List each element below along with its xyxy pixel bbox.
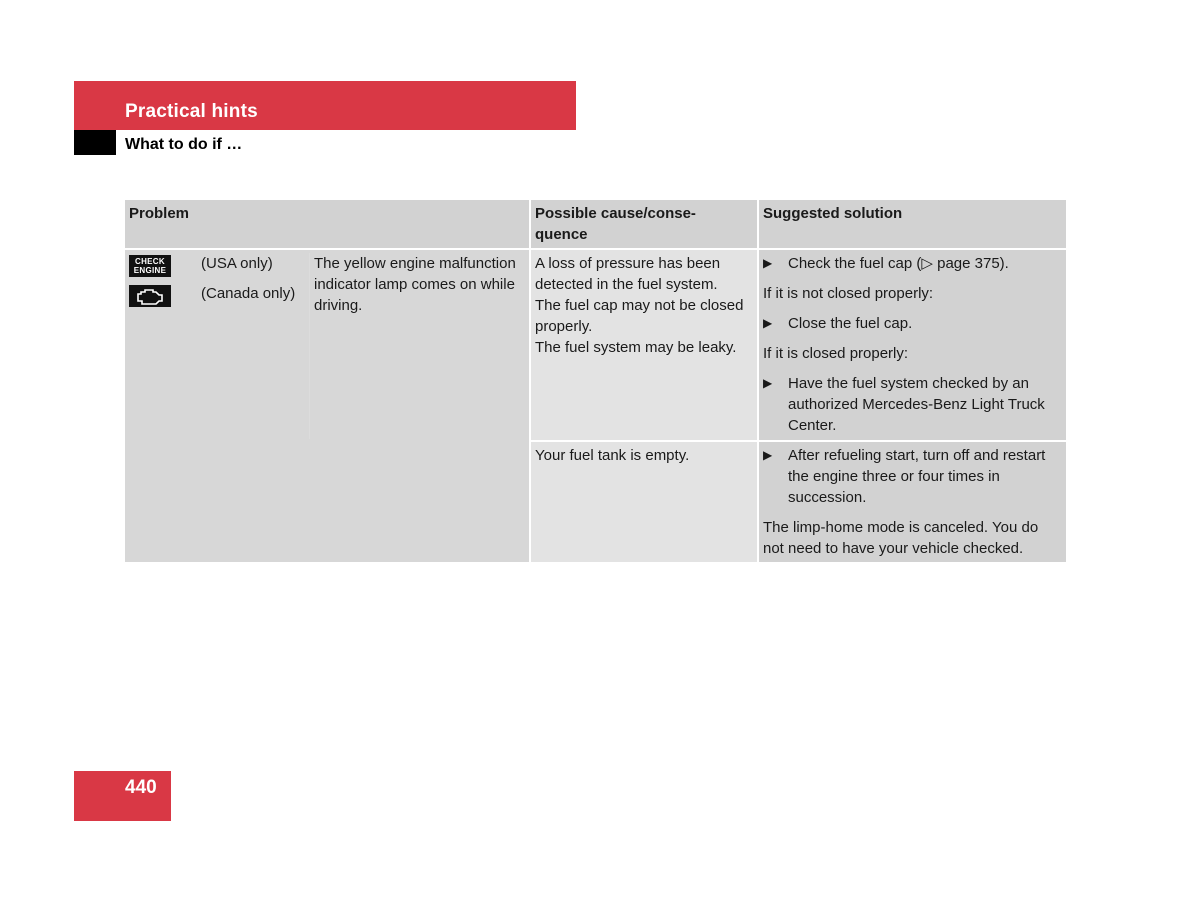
cause-cell [530,249,758,441]
check-engine-icon [129,255,171,277]
subsection-title: What to do if … [125,136,243,153]
header-solution: Suggested solution [758,200,1066,249]
troubleshooting-table [125,200,1066,562]
cause-line: The fuel cap may not be closed properly. [535,297,744,335]
solution-step [763,313,1062,334]
cause-line: The fuel system may be leaky. [535,339,737,356]
solution-step-text: Have the fuel system checked by an authorized Mercedes-Benz Light Truck Center. [788,375,1045,434]
header-cause-label: Possible cause/conse- quence [535,205,696,243]
usa-only-label: (USA only) [201,255,273,272]
problem-description: The yellow engine malfunction indicator lamp comes on while driving. [309,253,525,439]
table-row [125,249,1066,441]
solution-step [763,445,1062,508]
solution-note: The limp-home mode is canceled. You do not need to have your vehicle checked. [763,519,1039,557]
canada-only-label: (Canada only) [201,285,296,302]
section-header-bar [74,81,576,130]
header-problem: Problem [125,200,530,249]
solution-cell [758,249,1066,441]
cause-cell [530,441,758,562]
solution-step [763,373,1062,436]
solution-step-text: Check the fuel cap (▷ page 375). [788,255,1009,272]
solution-note: If it is not closed properly: [763,285,934,302]
solution-step-text: After refueling start, turn off and restart the engine three or four times in succession. [788,447,1046,506]
solution-note: If it is closed properly: [763,345,909,362]
bullet-arrow-icon: ▶ [763,316,773,330]
section-title: Practical hints [125,101,258,122]
page-number-box [74,771,171,821]
check-engine-icon-text: CHECK ENGINE [133,257,167,275]
table-header-row [125,200,1066,249]
solution-step-text: Close the fuel cap. [788,315,913,332]
page-number: 440 [125,777,157,798]
problem-cell [125,249,530,562]
solution-step [763,253,1062,274]
header-cause [530,200,758,249]
cause-line: A loss of pressure has been detected in the fuel system. [535,255,721,293]
bullet-arrow-icon: ▶ [763,376,773,390]
bullet-arrow-icon: ▶ [763,448,773,462]
cause-line: Your fuel tank is empty. [535,447,690,464]
engine-malfunction-icon [129,285,171,307]
subsection-marker [74,130,116,155]
bullet-arrow-icon: ▶ [763,256,773,270]
solution-cell [758,441,1066,562]
